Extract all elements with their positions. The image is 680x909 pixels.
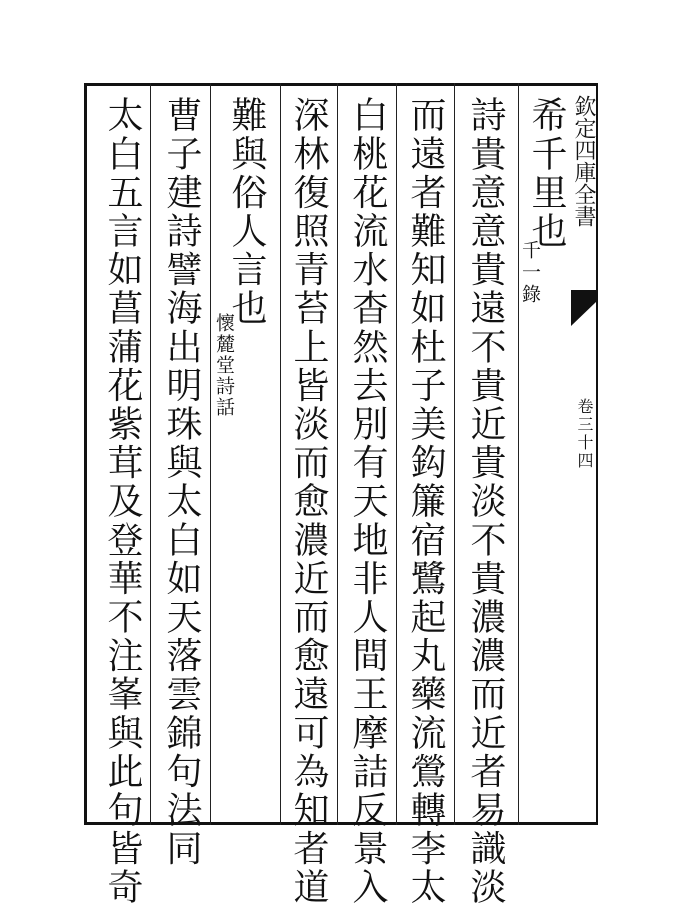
text-column-7: 曹子建詩譬海出明珠與太白如天落雲錦句法同: [161, 96, 202, 868]
text-column-4: 白桃花流水杳然去別有天地非人間王摩詰反景入: [347, 96, 388, 907]
text-column-6: 難與俗人言也: [226, 96, 267, 328]
source-note-1: 千一錄: [519, 240, 541, 306]
volume-number: 卷三十四: [575, 398, 594, 470]
text-column-8: 太白五言如菖蒲花紫茸及登華不注峯與此句皆奇: [102, 96, 143, 907]
text-column-1: 希千里也: [526, 96, 567, 251]
source-note-2: 懷麓堂詩話: [213, 313, 235, 418]
text-column-2: 詩貴意意貴遠不貴近貴淡不貴濃濃而近者易識淡: [465, 96, 506, 907]
column-rule: [210, 83, 211, 825]
column-rule: [150, 83, 151, 825]
column-rule: [518, 83, 519, 825]
book-title: 欽定四庫全書: [571, 95, 596, 227]
fish-tail-mark: [571, 290, 596, 326]
column-rule: [396, 83, 397, 825]
column-rule: [454, 83, 455, 825]
column-rule: [337, 83, 338, 825]
text-column-3: 而遠者難知如杜子美鈎簾宿鷺起丸藥流鶯轉李太: [405, 96, 446, 907]
column-rule: [280, 83, 281, 825]
margin-outer-rule: [596, 83, 598, 825]
text-column-5: 深林復照青苔上皆淡而愈濃近而愈遠可為知者道: [288, 96, 329, 907]
